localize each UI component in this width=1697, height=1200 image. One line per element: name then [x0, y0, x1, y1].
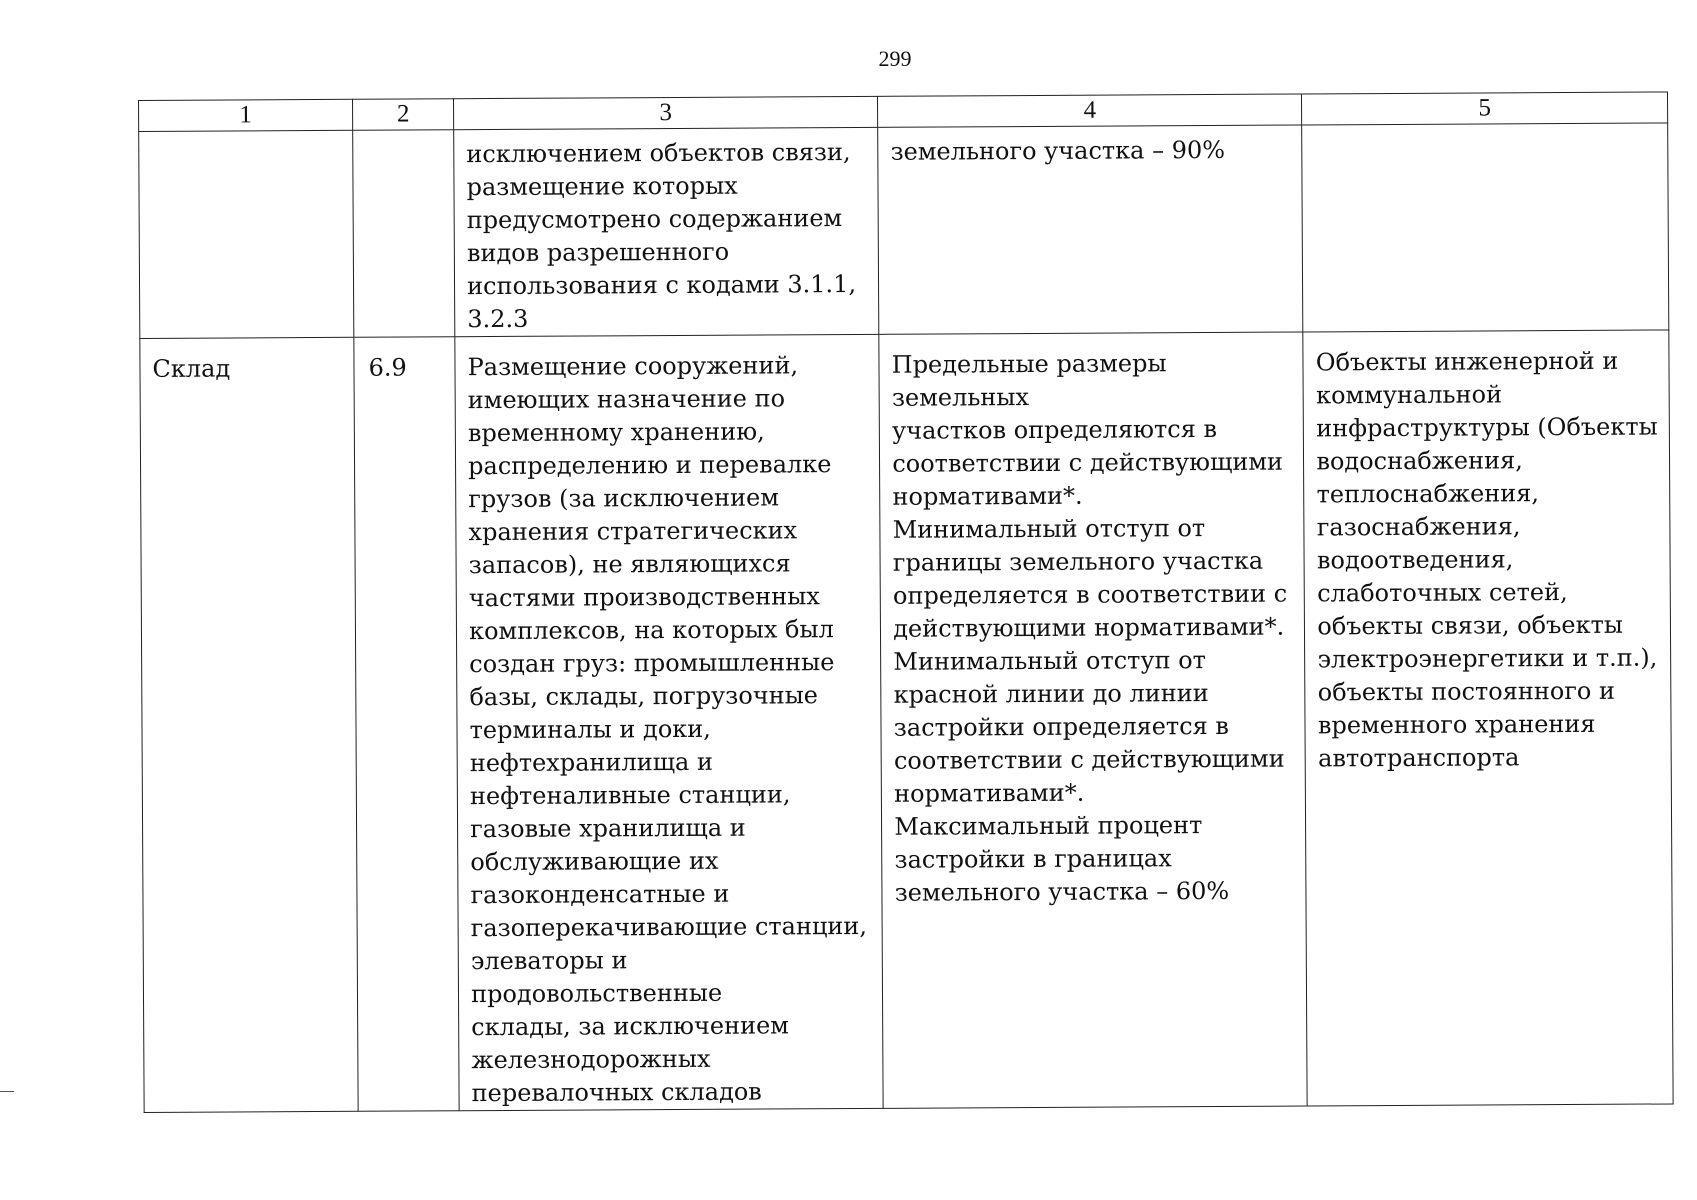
column-header-5: 5: [1302, 92, 1668, 125]
cell-use-description: исключением объектов связи, размещение которых предусмотрено содержанием видов разрешенного использования с кодами 3.1.1, 3.2.3: [454, 127, 879, 336]
cell-use-description: Размещение сооружений, имеющих назначение по временному хранению, распределению и перевалке грузов (за исключением хранения стратегических запасов), не являющихся частями производственных комплексов, на которых был создан груз: промышленные базы, склады, погрузочные терминалы и доки, нефтехранилища и нефтеналивные станции, газовые хранилища и обслуживающие их газоконденсатные и газоперекачивающие станции, элеваторы и продовольственные склады, за исключением железнодорожных перевалочных складов: [455, 334, 883, 1110]
column-header-2: 2: [353, 99, 454, 131]
cell-use-name: Склад: [140, 337, 358, 1112]
cell-use-code: 6.9: [354, 337, 459, 1112]
table-row: [139, 123, 1669, 339]
zoning-table: [138, 91, 1674, 1113]
scan-edge-mark: [0, 1091, 14, 1092]
cell-use-name: [139, 130, 354, 338]
table-row: [140, 330, 1673, 1113]
column-header-3: 3: [454, 96, 878, 129]
page-number: 299: [878, 46, 912, 71]
cell-auxiliary-uses: [1302, 123, 1669, 332]
cell-auxiliary-uses: Объекты инженерной и коммунальной инфраструктуры (Объекты водоснабжения, теплоснабжения, газоснабжения, водоотведения, слаботочных сетей, объекты связи, объекты электроэнергетики и т.п.), объекты постоянного и временного хранения автотранспорта: [1303, 330, 1673, 1106]
cell-limit-parameters: земельного участка – 90%: [878, 125, 1303, 334]
column-header-4: 4: [878, 94, 1302, 127]
cell-limit-parameters: Предельные размеры земельных участков определяются в соответствии с действующими нормативами*. Минимальный отступ от границы земельного участка определяется в соответствии с действующими нормативами*. Минимальный отступ от красной линии до линии застройки определяется в соответствии с действующими нормативами*. Максимальный процент застройки в границах земельного участка – 60%: [879, 332, 1307, 1108]
cell-use-code: [353, 130, 455, 338]
column-header-1: 1: [139, 99, 353, 131]
